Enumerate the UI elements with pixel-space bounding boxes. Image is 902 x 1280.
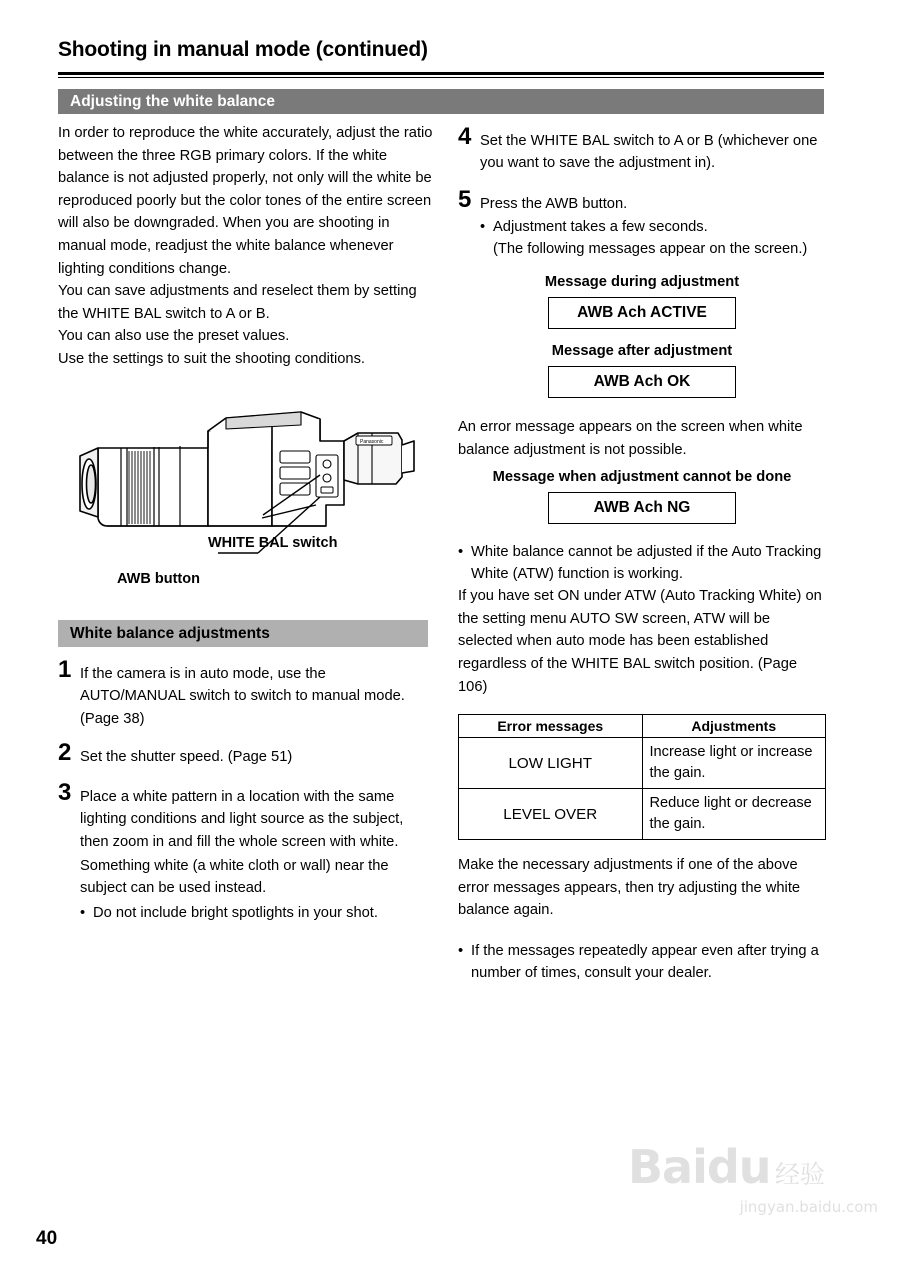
message-after-adjustment bbox=[458, 343, 826, 398]
section-bar-wb-adjustments: White balance adjustments bbox=[58, 620, 428, 647]
step-4-number: 4 bbox=[458, 123, 472, 150]
message-error-box: AWB Ach NG bbox=[548, 492, 736, 524]
watermark-brand: Baidu bbox=[628, 1140, 771, 1194]
intro-paragraph-2: You can save adjustments and reselect them by setting the WHITE BAL switch to A or B. bbox=[58, 283, 417, 322]
intro-paragraph: In order to reproduce the white accurately, adjust the ratio between the three RGB primary colors. If the white balance is not adjusted properly, not only will the white be reproduced poorly but the color tones of the entire screen will also be downgraded. When you are shooting in manual mode, readjust the white balance whenever lighting conditions change. bbox=[58, 125, 433, 277]
page-number: 40 bbox=[36, 1228, 58, 1249]
atw-paragraph: If you have set ON under ATW (Auto Tracking White) on the setting menu AUTO SW screen, ATW will be selected when auto mode has been established regardless of the WHITE BAL switch position. (Page 106) bbox=[458, 588, 822, 695]
atw-bullet: • White balance cannot be adjusted if the Auto Tracking White (ATW) function is working. bbox=[458, 541, 826, 586]
title-rule-thin bbox=[58, 77, 824, 78]
step-1 bbox=[58, 656, 433, 730]
step-2-text: Set the shutter speed. (Page 51) bbox=[80, 748, 293, 765]
watermark bbox=[628, 1140, 878, 1245]
step-5-text: Press the AWB button. bbox=[480, 195, 628, 212]
brand-text: Panasonic bbox=[360, 439, 384, 445]
step-5 bbox=[458, 185, 826, 261]
closing-bullet: • If the messages repeatedly appear even after trying a number of times, consult your dealer. bbox=[458, 940, 826, 985]
step-3-text: Place a white pattern in a location with the same lighting conditions and light source as the subject, then zoom in and fill the whole screen with white. bbox=[80, 789, 404, 850]
table-cell-error-1: LOW LIGHT bbox=[459, 738, 643, 789]
step-1-number: 1 bbox=[58, 656, 72, 683]
message-after-box: AWB Ach OK bbox=[548, 366, 736, 398]
step-3-bullet: • Do not include bright spotlights in your shot. bbox=[80, 902, 433, 924]
watermark-url: jingyan.baidu.com bbox=[739, 1198, 878, 1216]
camcorder-drawing bbox=[58, 385, 433, 605]
figure-label-awb: AWB button bbox=[117, 571, 200, 587]
step-4-text: Set the WHITE BAL switch to A or B (whichever one you want to save the adjustment in). bbox=[480, 133, 818, 172]
step-3-number: 3 bbox=[58, 779, 72, 807]
message-during-adjustment bbox=[458, 274, 826, 329]
error-intro-paragraph: An error message appears on the screen when white balance adjustment is not possible. bbox=[458, 419, 803, 459]
step-5-bullet-line2: (The following messages appear on the screen.) bbox=[493, 241, 808, 258]
intro-paragraph-3: You can also use the preset values. bbox=[58, 328, 290, 345]
message-after-caption: Message after adjustment bbox=[551, 343, 733, 360]
table-header-error: Error messages bbox=[459, 715, 643, 738]
right-column bbox=[458, 123, 826, 985]
step-4 bbox=[458, 123, 826, 175]
step-5-bullet-line1: Adjustment takes a few seconds. bbox=[493, 218, 708, 235]
table-header-row bbox=[459, 715, 826, 738]
step-3 bbox=[58, 779, 433, 924]
message-cannot-be-done bbox=[458, 469, 826, 524]
message-during-box: AWB Ach ACTIVE bbox=[548, 297, 736, 329]
intro-paragraph-4: Use the settings to suit the shooting conditions. bbox=[58, 350, 365, 367]
left-steps bbox=[58, 656, 433, 924]
section-bar-white-balance: Adjusting the white balance bbox=[58, 89, 824, 114]
error-messages-table bbox=[458, 714, 826, 840]
left-column bbox=[58, 122, 433, 371]
closing-paragraph: Make the necessary adjustments if one of the above error messages appears, then try adjusting the white balance again. bbox=[458, 857, 801, 919]
table-row bbox=[459, 738, 826, 789]
camera-illustration bbox=[58, 385, 433, 605]
step-1-text: If the camera is in auto mode, use the AUTO/MANUAL switch to switch to manual mode. (Page 38) bbox=[80, 666, 405, 727]
table-row bbox=[459, 789, 826, 840]
table-cell-adjustment-2: Reduce light or decrease the gain. bbox=[642, 789, 826, 840]
table-cell-adjustment-1: Increase light or increase the gain. bbox=[642, 738, 826, 789]
title-rule-thick bbox=[58, 72, 824, 75]
figure-label-white-bal: WHITE BAL switch bbox=[208, 535, 338, 551]
page-title: Shooting in manual mode (continued) bbox=[58, 38, 428, 61]
watermark-brand-cn: 经验 bbox=[775, 1160, 826, 1189]
step-3-note: Something white (a white cloth or wall) near the subject can be used instead. bbox=[80, 858, 389, 897]
message-during-caption: Message during adjustment bbox=[544, 274, 740, 291]
message-error-caption: Message when adjustment cannot be done bbox=[492, 468, 792, 485]
step-2 bbox=[58, 738, 433, 768]
step-2-number: 2 bbox=[58, 738, 72, 766]
brand-text-group bbox=[360, 439, 384, 445]
step-5-number: 5 bbox=[458, 185, 472, 213]
table-cell-error-2: LEVEL OVER bbox=[459, 789, 643, 840]
table-header-adjustments: Adjustments bbox=[642, 715, 826, 738]
